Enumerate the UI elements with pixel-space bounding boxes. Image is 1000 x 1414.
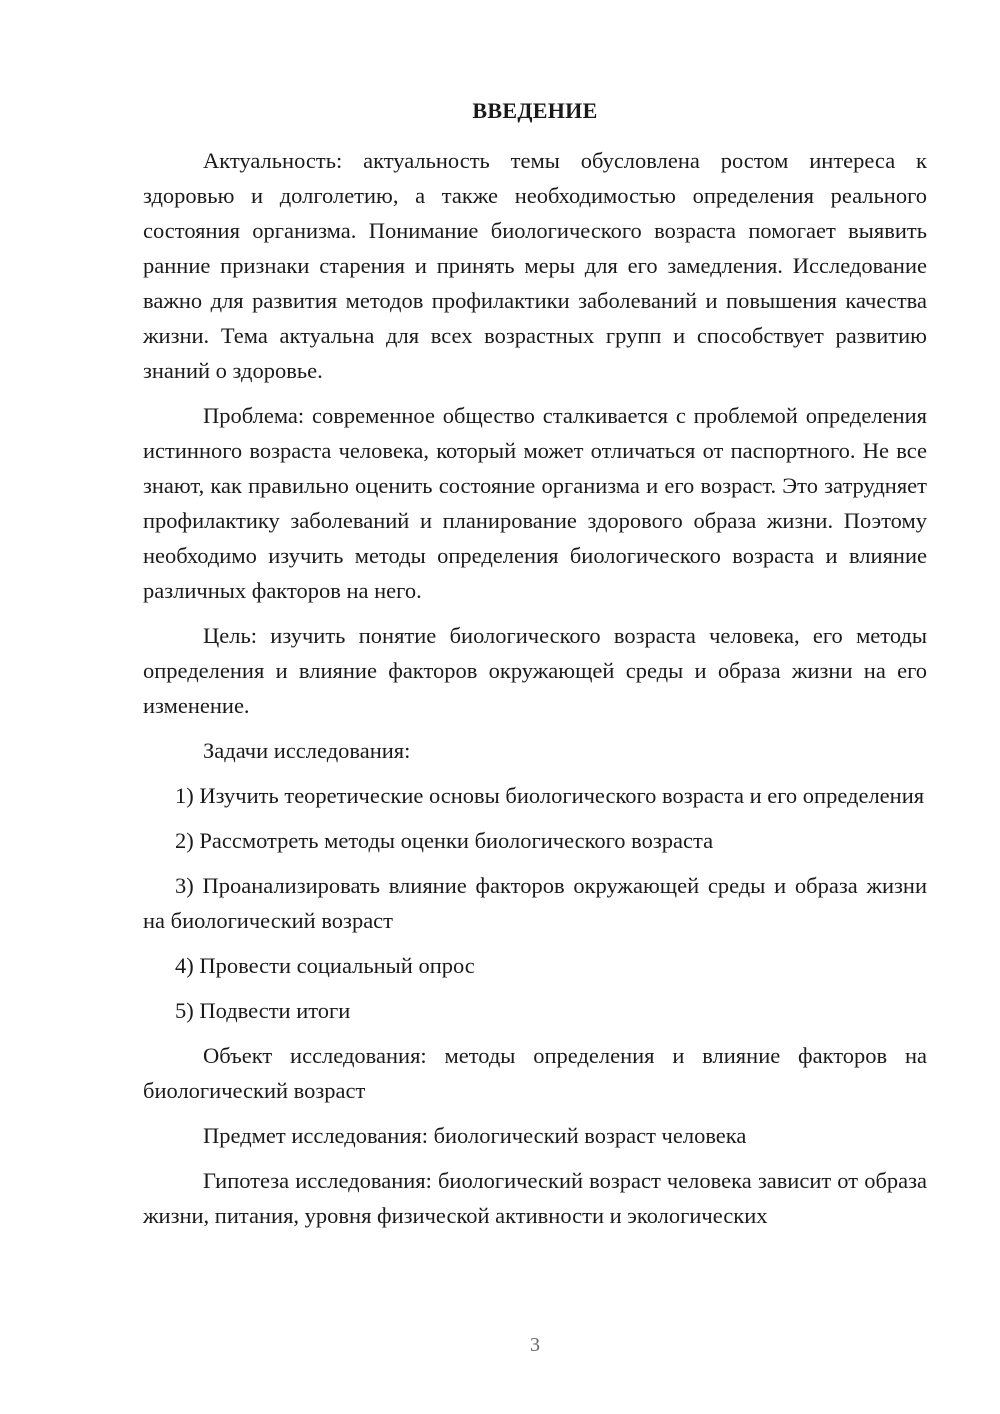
- paragraph-object: Объект исследования: методы определения и влияние факторов на биологический возраст: [143, 1043, 927, 1103]
- paragraph-subject: Предмет исследования: биологический возраст человека: [203, 1123, 747, 1148]
- tasks-heading: Задачи исследования:: [203, 738, 411, 763]
- section-title: ВВЕДЕНИЕ: [472, 98, 598, 123]
- paragraph-goal: Цель: изучить понятие биологического возраста человека, его методы определения и влияние факторов окружающей среды и образа жизни на его изменение.: [143, 623, 927, 718]
- document-body: [143, 143, 927, 1233]
- paragraph-hypothesis: Гипотеза исследования: биологический возраст человека зависит от образа жизни, питания, уровня физической активности и экологических: [143, 1168, 927, 1228]
- paragraph-problem: Проблема: современное общество сталкивается с проблемой определения истинного возраста человека, который может отличаться от паспортного. Не все знают, как правильно оценить состояние организма и его возраст. Это затрудняет профилактику заболеваний и планирование здорового образа жизни. Поэтому необходимо изучить методы определения биологического возраста и влияние различных факторов на него.: [143, 403, 927, 603]
- document-page: [143, 0, 927, 1414]
- task-item-5: 5) Подвести итоги: [175, 998, 351, 1023]
- paragraph-relevance: Актуальность: актуальность темы обусловлена ростом интереса к здоровью и долголетию, а также необходимостью определения реального состояния организма. Понимание биологического возраста помогает выявить ранние признаки старения и принять меры для его замедления. Исследование важно для развития методов профилактики заболеваний и повышения качества жизни. Тема актуальна для всех возрастных групп и способствует развитию знаний о здоровье.: [143, 148, 927, 383]
- task-item-4: 4) Провести социальный опрос: [175, 953, 475, 978]
- task-item-2: 2) Рассмотреть методы оценки биологического возраста: [175, 828, 714, 853]
- page-number: 3: [530, 1334, 540, 1356]
- task-item-3: 3) Проанализировать влияние факторов окружающей среды и образа жизни на биологический возраст: [143, 873, 927, 933]
- task-item-1: 1) Изучить теоретические основы биологического возраста и его определения: [175, 783, 925, 808]
